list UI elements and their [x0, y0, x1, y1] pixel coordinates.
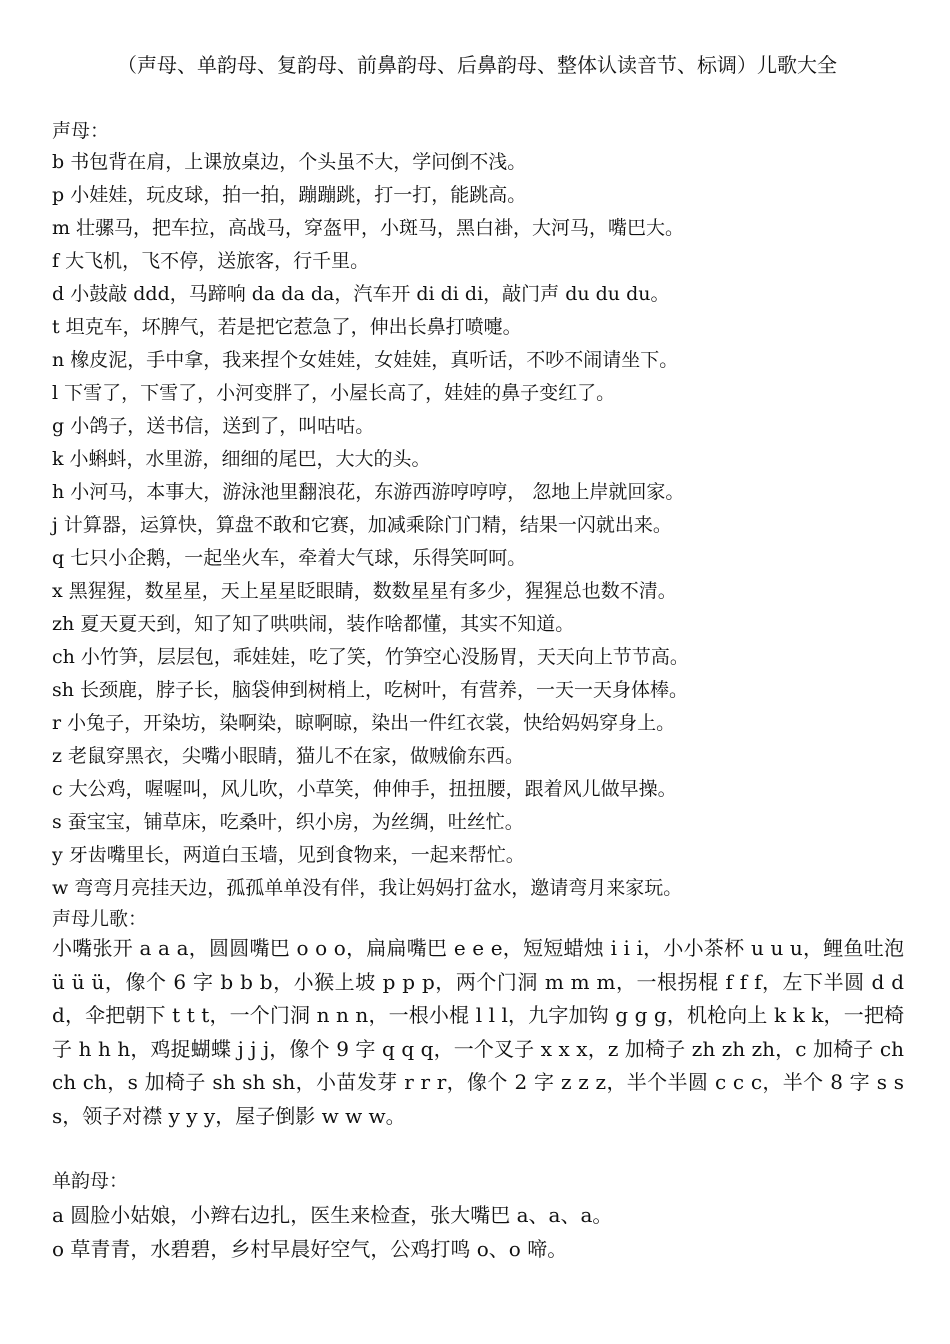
shengmu-line-m: m 壮骡马，把车拉，高战马，穿盔甲，小斑马，黑白褂，大河马，嘴巴大。 — [52, 217, 685, 239]
shengmu-line-sh: sh 长颈鹿，脖子长，脑袋伸到树梢上，吃树叶，有营养，一天一天身体棒。 — [52, 679, 689, 701]
shengmu-line-d: d 小鼓敲 ddd，马蹄响 da da da，汽车开 di di di，敲门声 du du du。 — [52, 283, 670, 305]
shengmu-line-k: k 小蝌蚪，水里游，细细的尾巴，大大的头。 — [52, 448, 431, 470]
shengmu-line-ch: ch 小竹笋，层层包，乖娃娃，吃了笑，竹笋空心没肠胃，天天向上节节高。 — [52, 646, 689, 668]
document-title: （声母、单韵母、复韵母、前鼻韵母、后鼻韵母、整体认读音节、标调）儿歌大全 — [117, 53, 837, 77]
shengmu-line-x: x 黑猩猩，数星星，天上星星眨眼睛，数数星星有多少，猩猩总也数不清。 — [52, 580, 677, 602]
shengmu-line-y: y 牙齿嘴里长，两道白玉墙，见到食物来，一起来帮忙。 — [52, 844, 525, 866]
danyunmu-heading: 单韵母： — [52, 1170, 129, 1192]
shengmu-line-q: q 七只小企鹅，一起坐火车，牵着大气球，乐得笑呵呵。 — [52, 547, 527, 569]
shengmu-line-zh: zh 夏天夏天到，知了知了哄哄闹，装作啥都懂，其实不知道。 — [52, 613, 575, 635]
shengmu-line-j: j 计算器，运算快，算盘不敢和它赛，加减乘除门门精，结果一闪就出来。 — [52, 514, 672, 536]
shengmu-line-h: h 小河马，本事大，游泳池里翻浪花，东游西游哼哼哼， 忽地上岸就回家。 — [52, 481, 685, 503]
danyunmu-line-o: o 草青青，水碧碧，乡村早晨好空气，公鸡打鸣 o、o 啼。 — [52, 1237, 568, 1261]
shengmu-line-n: n 橡皮泥，手中拿，我来捏个女娃娃，女娃娃，真听话，不吵不闹请坐下。 — [52, 349, 679, 371]
shengmu-line-b: b 书包背在肩，上课放桌边，个头虽不大，学问倒不浅。 — [52, 151, 527, 173]
shengmu-line-c: c 大公鸡，喔喔叫，风儿吹，小草笑，伸伸手，扭扭腰，跟着风儿做早操。 — [52, 778, 677, 800]
shengmu-line-z: z 老鼠穿黑衣，尖嘴小眼睛，猫儿不在家，做贼偷东西。 — [52, 745, 525, 767]
shengmu-erge-paragraph: 小嘴张开 a a a，圆圆嘴巴 o o o，扁扁嘴巴 e e e，短短蜡烛 i i i，小小茶杯 u u u，鲤鱼吐泡 ü ü ü，像个 6 字 b b b，小猴上坡 p p p，两个门洞 m m m，一根拐棍 f f f，左下半圆 d d d，伞把朝下 t t t，一个门洞 n n n，一根小棍 l l l，九字加钩 g g g，机枪向上 k k k，一把椅子 h h h，鸡捉蝴蝶 j j j，像个 9 字 q q q，一个叉子 x x x，z 加椅子 zh zh zh，c 加椅子 ch ch ch，s 加椅子 sh sh sh，小苗发芽 r r r，像个 2 字 z z z，半个半圆 c c c，半个 8 字 s s s，领子对襟 y y y，屋子倒影 w w w。 — [52, 936, 904, 1128]
shengmu-line-s: s 蚕宝宝，铺草床，吃桑叶，织小房，为丝绸，吐丝忙。 — [52, 811, 524, 833]
shengmu-line-r: r 小兔子，开染坊，染啊染，晾啊晾，染出一件红衣裳，快给妈妈穿身上。 — [52, 712, 676, 734]
shengmu-line-l: l 下雪了，下雪了，小河变胖了，小屋长高了，娃娃的鼻子变红了。 — [52, 382, 616, 404]
shengmu-heading: 声母： — [52, 120, 110, 142]
shengmu-line-g: g 小鸽子，送书信，送到了，叫咕咕。 — [52, 415, 375, 437]
danyunmu-line-a: a 圆脸小姑娘，小辫右边扎，医生来检查，张大嘴巴 a、a、a。 — [52, 1203, 613, 1227]
shengmu-line-p: p 小娃娃，玩皮球，拍一拍，蹦蹦跳，打一打，能跳高。 — [52, 184, 527, 206]
shengmu-line-w: w 弯弯月亮挂天边，孤孤单单没有伴，我让妈妈打盆水，邀请弯月来家玩。 — [52, 877, 683, 899]
shengmu-line-t: t 坦克车，坏脾气，若是把它惹急了，伸出长鼻打喷嚏。 — [52, 316, 522, 338]
shengmu-erge-heading: 声母儿歌： — [52, 908, 148, 930]
shengmu-line-f: f 大飞机，飞不停，送旅客，行千里。 — [52, 250, 370, 272]
